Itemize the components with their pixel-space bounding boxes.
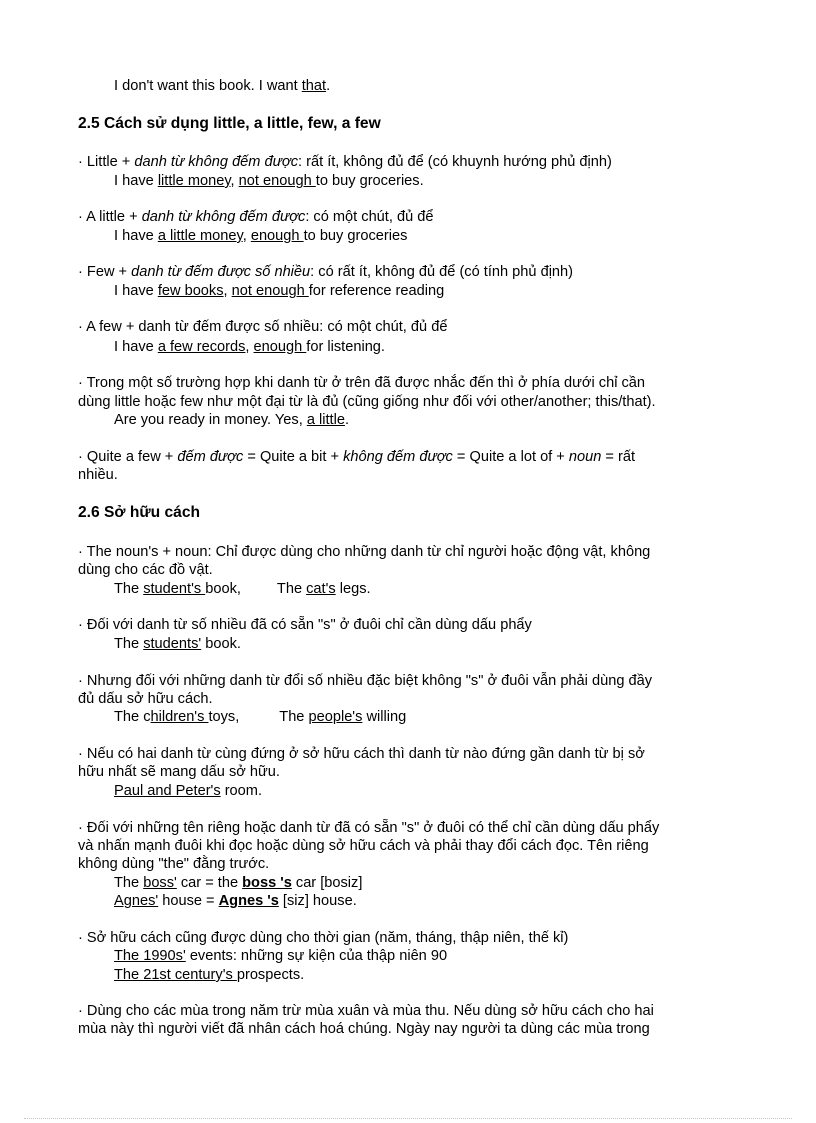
text: The (279, 709, 309, 725)
underlined-text: boss' (143, 875, 177, 891)
example-line (114, 966, 304, 984)
text: The c (114, 709, 151, 725)
section-heading: 2.5 Cách sử dụng little, a little, few, a few (78, 115, 381, 132)
underlined-text: a little (306, 412, 345, 428)
text: Are you ready in money. Yes, (114, 412, 307, 428)
example-line (114, 227, 407, 245)
italic-text: danh từ không đếm được (134, 154, 298, 170)
paragraph-line: dùng little hoặc few như một đại từ là đủ (cũng giống như đối với other/another; this/that). (78, 394, 656, 410)
underlined-text: a few records (157, 339, 246, 355)
text: = rất (601, 449, 636, 465)
italic-text: danh từ đếm được số nhiều (131, 264, 311, 280)
text: book. (201, 636, 241, 652)
example-line (114, 580, 371, 598)
bold-underlined-text: Agnes 's (218, 893, 279, 909)
text: toys, (208, 709, 240, 725)
example-line (114, 411, 349, 429)
example-line (114, 172, 424, 190)
paragraph-line: không dùng "the" đằng trước. (78, 856, 270, 872)
example-line (114, 338, 385, 356)
underlined-text: enough (253, 339, 307, 355)
italic-text: danh từ không đếm được (141, 209, 306, 225)
text: [siz] house. (278, 893, 357, 909)
example-line (114, 947, 447, 965)
text: I have (114, 283, 158, 299)
underlined-text: not enough (238, 173, 316, 189)
text: , (230, 173, 239, 189)
example-line (114, 282, 444, 300)
text: The (114, 875, 144, 891)
text: · Little + (78, 154, 135, 170)
text: . (344, 412, 349, 428)
text: I have (114, 339, 158, 355)
page-bottom-divider (24, 1118, 792, 1119)
example-line (114, 892, 357, 910)
example-line (114, 708, 406, 726)
underlined-text: that (301, 78, 327, 94)
underlined-text: student's (143, 581, 206, 597)
text: for reference reading (308, 283, 445, 299)
paragraph-line (78, 153, 612, 171)
example-line (114, 635, 241, 653)
text: , (223, 283, 232, 299)
text: . (326, 78, 331, 94)
text: I have (114, 228, 158, 244)
paragraph-line: dùng cho các đồ vật. (78, 562, 213, 578)
bold-underlined-text: boss 's (242, 875, 292, 891)
paragraph-line: đủ dấu sở hữu cách. (78, 691, 213, 707)
underlined-text: little money (157, 173, 231, 189)
text: book, (205, 581, 241, 597)
paragraph-line: nhiều. (78, 467, 118, 483)
paragraph-line: · The noun's + noun: Chỉ được dùng cho những danh từ chỉ người hoặc động vật, không (78, 544, 651, 560)
text: to buy groceries. (315, 173, 424, 189)
text: : có rất ít, không đủ để (có tính phủ định) (310, 264, 574, 280)
underlined-text: Paul and Peter's (114, 783, 221, 799)
text: legs. (335, 581, 371, 597)
italic-text: noun (568, 449, 602, 465)
text: · A little + (78, 209, 142, 225)
text: = Quite a lot of + (452, 449, 569, 465)
text: to buy groceries (303, 228, 408, 244)
text: willing (362, 709, 407, 725)
text: for listening. (306, 339, 385, 355)
text: I have (114, 173, 158, 189)
text: : rất ít, không đủ để (có khuynh hướng phủ định) (298, 154, 612, 170)
italic-text: đếm được (177, 449, 244, 465)
example-line (114, 874, 362, 892)
text: The (114, 636, 144, 652)
section-heading: 2.6 Sở hữu cách (78, 504, 201, 521)
paragraph-line: · Đối với danh từ số nhiều đã có sẵn "s" ở đuôi chỉ cần dùng dấu phẩy (78, 617, 532, 633)
paragraph-line: · Dùng cho các mùa trong năm trừ mùa xuân và mùa thu. Nếu dùng sở hữu cách cho hai (78, 1003, 654, 1019)
text: car [bosiz] (291, 875, 363, 891)
text: · Few + (78, 264, 132, 280)
paragraph-line: · Nếu có hai danh từ cùng đứng ở sở hữu cách thì danh từ nào đứng gần danh từ bị sở (78, 746, 645, 762)
text: = Quite a bit + (243, 449, 344, 465)
underlined-text: Agnes' (114, 893, 159, 909)
text: , (245, 339, 254, 355)
text: events: những sự kiện của thập niên 90 (185, 948, 448, 964)
paragraph-line (78, 208, 434, 226)
paragraph-line: và nhấn mạnh đuôi khi đọc hoặc dùng sở hữu cách và phải thay đổi cách đọc. Tên riêng (78, 838, 649, 854)
paragraph-line: · Nhưng đối với những danh từ đổi số nhiều đặc biệt không "s" ở đuôi vẫn phải dùng đầy (78, 673, 653, 689)
underlined-text: hildren's (150, 709, 209, 725)
text: The (114, 581, 144, 597)
underlined-text: few books (157, 283, 224, 299)
italic-text: không đếm được (343, 449, 453, 465)
underlined-text: The 21st century's (114, 967, 237, 983)
text: · Quite a few + (78, 449, 178, 465)
underlined-text: enough (250, 228, 304, 244)
text: The (276, 581, 307, 597)
paragraph-line: · Trong một số trường hợp khi danh từ ở trên đã được nhắc đến thì ở phía dưới chỉ cần (78, 375, 646, 391)
text: room. (220, 783, 262, 799)
underlined-text: not enough (231, 283, 309, 299)
paragraph-line (78, 263, 573, 281)
paragraph-line: · Sở hữu cách cũng được dùng cho thời gian (năm, tháng, thập niên, thế kỉ) (78, 930, 569, 946)
underlined-text: students' (143, 636, 202, 652)
text: , (242, 228, 251, 244)
example-line (114, 77, 330, 95)
text: prospects. (236, 967, 305, 983)
text: car = the (176, 875, 243, 891)
underlined-text: a little money (157, 228, 243, 244)
paragraph-line (78, 448, 635, 466)
text: I don't want this book. I want (114, 78, 302, 94)
underlined-text: The 1990s' (114, 948, 186, 964)
text: house = (158, 893, 219, 909)
paragraph-line: mùa này thì người viết đã nhân cách hoá chúng. Ngày nay người ta dùng các mùa trong (78, 1021, 650, 1037)
paragraph-line: hữu nhất sẽ mang dấu sở hữu. (78, 764, 280, 780)
example-line (114, 782, 262, 800)
underlined-text: people's (308, 709, 363, 725)
paragraph-line: · Đối với những tên riêng hoặc danh từ đã có sẵn "s" ở đuôi có thể chỉ cần dùng dấu phẩy (78, 820, 660, 836)
underlined-text: cat's (306, 581, 336, 597)
text: : có một chút, đủ để (305, 209, 434, 225)
paragraph-line: · A few + danh từ đếm được số nhiều: có một chút, đủ để (78, 319, 448, 335)
